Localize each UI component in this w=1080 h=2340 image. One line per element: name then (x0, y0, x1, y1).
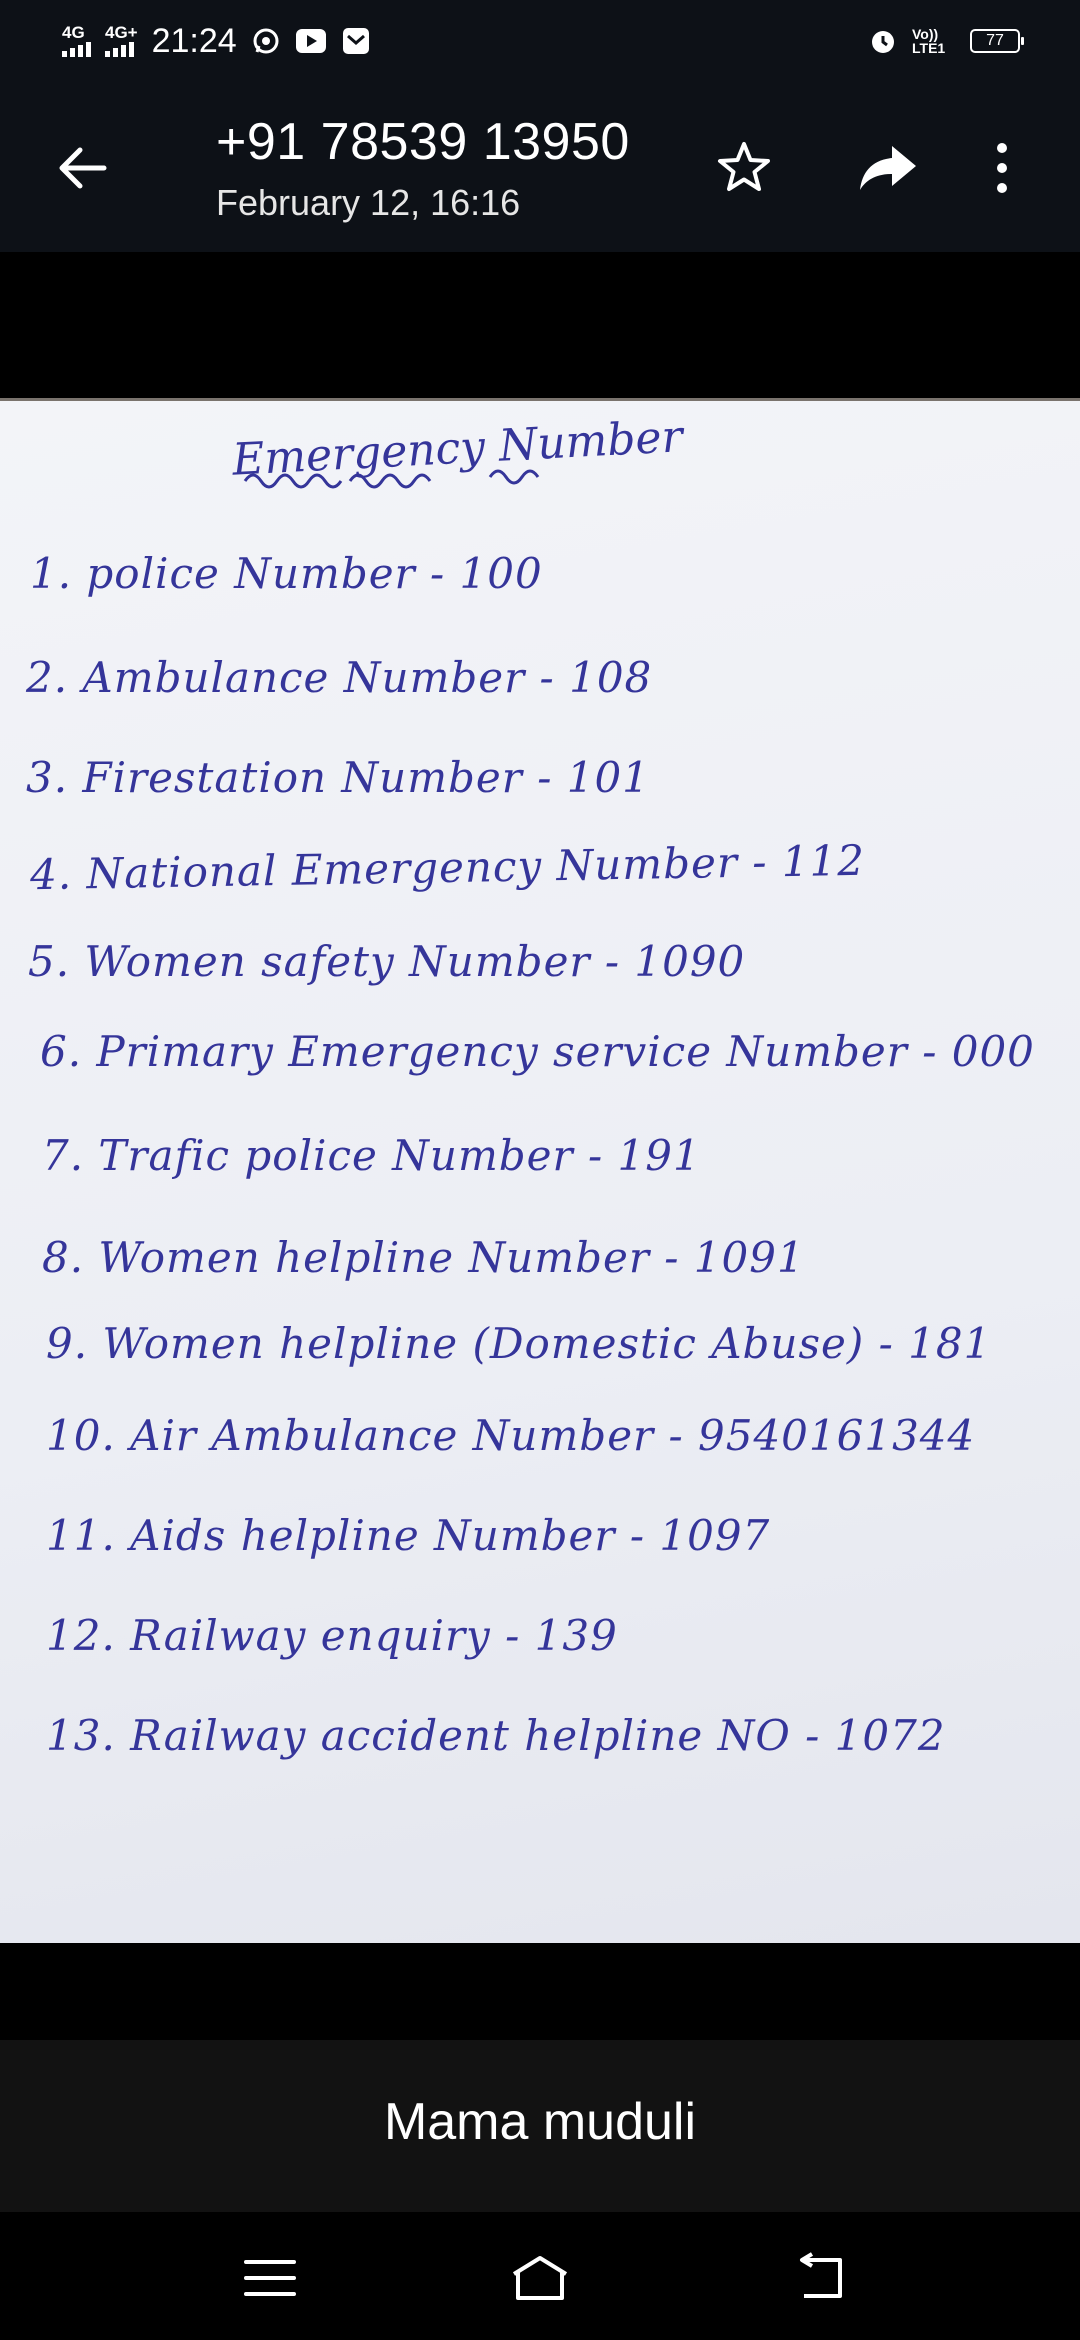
signal-bars-icon (105, 41, 134, 57)
note-line-11: 11. Aids helpline Number - 1097 (46, 1511, 771, 1560)
back-icon[interactable] (790, 2250, 854, 2306)
underline-squiggle (240, 463, 660, 493)
network-indicator-2: 4G+ (105, 25, 138, 57)
network-indicator-1: 4G (62, 25, 91, 57)
home-icon[interactable] (508, 2250, 572, 2306)
clock: 21:24 (151, 21, 237, 60)
note-line-4: 4. National Emergency Number - 112 (29, 835, 866, 900)
contact-title: +91 78539 13950 (216, 113, 630, 171)
note-line-8: 8. Women helpline Number - 1091 (42, 1233, 805, 1282)
menu-icon[interactable] (238, 2250, 302, 2306)
battery-indicator: 77 (970, 29, 1020, 53)
note-line-6: 6. Primary Emergency service Number - 000 (40, 1027, 1035, 1076)
volte-indicator: Vo)) LTE1 (912, 26, 946, 56)
note-line-7: 7. Trafic police Number - 191 (42, 1131, 701, 1180)
alarm-icon (868, 26, 898, 56)
signal-bars-icon (62, 41, 91, 57)
caption-bar (0, 2040, 1080, 2212)
note-line-2: 2. Ambulance Number - 108 (26, 653, 653, 702)
app-bar (0, 82, 1080, 252)
note-line-13: 13. Railway accident helpline NO - 1072 (46, 1711, 946, 1760)
back-arrow-icon[interactable] (52, 138, 112, 198)
note-line-1: 1. police Number - 100 (30, 549, 543, 598)
mail-icon (341, 26, 371, 56)
star-icon[interactable] (712, 136, 776, 200)
status-right (868, 26, 1020, 56)
note-title: Emergency Number (230, 411, 684, 486)
image-caption: Mama muduli (383, 2093, 697, 2151)
note-line-9: 9. Women helpline (Domestic Abuse) - 181 (46, 1319, 992, 1368)
note-line-10: 10. Air Ambulance Number - 9540161344 (46, 1411, 976, 1460)
note-line-5: 5. Women safety Number - 1090 (28, 937, 746, 986)
status-bar (0, 0, 1080, 82)
navigation-bar (0, 2212, 1080, 2340)
handwritten-note-image (0, 398, 1080, 1943)
youtube-icon (295, 27, 327, 55)
whatsapp-icon (251, 26, 281, 56)
message-date: February 12, 16:16 (216, 182, 521, 223)
note-line-3: 3. Firestation Number - 101 (26, 753, 650, 802)
status-left (62, 22, 371, 61)
more-vert-icon[interactable] (982, 136, 1022, 200)
note-line-12: 12. Railway enquiry - 139 (46, 1611, 618, 1660)
share-icon[interactable] (856, 136, 920, 200)
